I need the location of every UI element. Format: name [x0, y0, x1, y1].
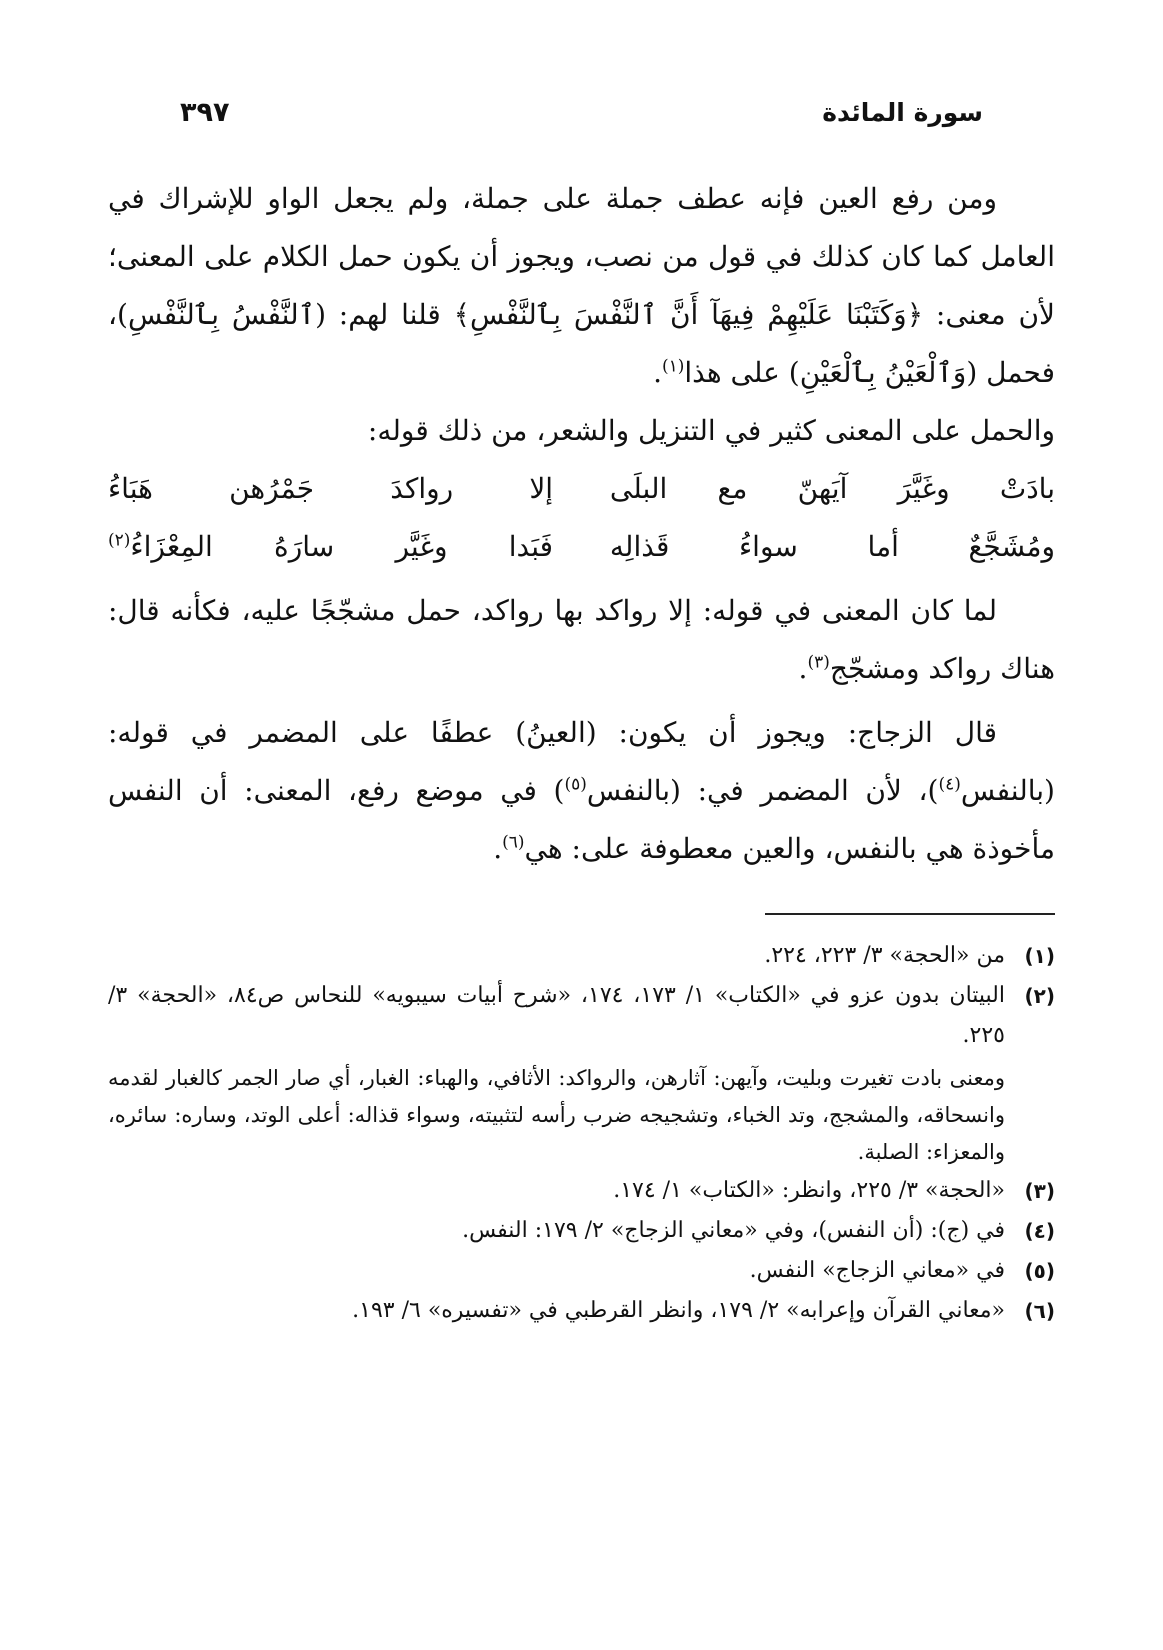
text-line: حمل الكلام على المعنى؛ لأن معنى: ﴿وَكَتَبْنَا عَلَيْهِمْ فِيهَآ أَنَّ ٱلنَّفْسَ	[108, 240, 1056, 331]
verse-line-1	[108, 460, 1055, 518]
footnote-text: في «معاني الزجاج» النفس.	[749, 1258, 1005, 1283]
text-segment: )، لأن المضمر في: (بالنفس	[586, 774, 939, 807]
footnote-2	[108, 976, 1055, 1056]
footnote-number: (٥)	[1024, 1259, 1055, 1283]
paragraph-2	[108, 402, 1055, 460]
footnote-text: «معاني القرآن وإعرابه» ٢/ ١٧٩، وانظر القرطبي في «تفسيره» ٦/ ١٩٣.	[352, 1298, 1005, 1323]
verse-line-2	[108, 518, 1055, 576]
main-text	[108, 170, 1055, 878]
running-title: سورة المائدة	[822, 97, 983, 127]
paragraph-4	[108, 704, 1055, 878]
footnote-2-explanation: ومعنى بادت تغيرت وبليت، وآيهن: آثارهن، والرواكد: الأثافي، والهباء: الغبار، أي صار الجمر كالغبار لقدمه وانسحاقه، والمشجج، وتد الخباء، وتشجيجه ضرب رأسه لتثبيته، وسواء قذاله: أعلى الوتد، وساره: سائره، والمعزاء: الصلبة.	[108, 1066, 1005, 1164]
paragraph-1	[108, 170, 1055, 402]
footnote-6	[108, 1291, 1055, 1331]
footnote-text: «الحجة» ٣/ ٢٢٥، وانظر: «الكتاب» ١/ ١٧٤.	[613, 1178, 1005, 1203]
verse-text: فَبَدا وغَيَّر سارَهُ المِعْزَاءُ	[130, 530, 554, 563]
text-end: .	[798, 652, 808, 685]
text-end: .	[653, 356, 662, 389]
footnote-number: (٣)	[1024, 1179, 1055, 1203]
text-line: المعنى: أن النفس مأخوذة هي بالنفس، والعين معطوفة على: هي	[108, 774, 1055, 865]
footnote-3	[108, 1171, 1055, 1211]
text-line: قال الزجاج: ويجوز أن يكون: (العينُ) عطفًا على المضمر في	[190, 716, 997, 749]
footnote-text: من «الحجة» ٣/ ٢٢٣، ٢٢٤.	[764, 943, 1005, 968]
footnote-divider	[765, 913, 1055, 915]
text-line: فكأنه قال: هناك رواكد ومشجّج	[108, 594, 1055, 685]
verse-hemistich-with-note	[108, 518, 553, 576]
footnote-ref: (٥)	[564, 774, 587, 795]
text-line: ومن رفع العين فإنه عطف جملة على جملة، ولم يجعل الواو	[267, 182, 997, 215]
footnote-5	[108, 1251, 1055, 1291]
footnotes	[108, 936, 1055, 1331]
footnote-ref: (٦)	[502, 832, 525, 853]
footnote-ref: (٣)	[807, 652, 830, 673]
text-line: والحمل على المعنى كثير في التنزيل والشعر، من ذلك قوله:	[367, 414, 1055, 447]
footnote-number: (٢)	[1024, 984, 1055, 1008]
footnote-text: في (ج): (أن النفس)، وفي «معاني الزجاج» ٢/ ١٧٩: النفس.	[462, 1218, 1005, 1243]
page-header	[180, 92, 983, 132]
page-number: ٣٩٧	[180, 96, 230, 128]
verse-hemistich: إلا رواكدَ جَمْرُهن هَبَاءُ	[108, 472, 554, 505]
text-line: بِٱلنَّفْسِ﴾ قلنا لهم: (ٱلنَّفْسُ بِٱلنَّفْسِ)، فحمل (وَٱلْعَيْنُ بِٱلْعَيْنِ) على هذا	[108, 298, 1055, 389]
paragraph-3	[108, 582, 1055, 698]
footnote-ref: (٤)	[938, 774, 961, 795]
text-segment: قوله: (بالنفس	[108, 716, 1055, 807]
footnote-4	[108, 1211, 1055, 1251]
footnote-number: (١)	[1024, 944, 1055, 968]
verse-hemistich: بادَتْ وغَيَّرَ آيَهنّ مع البلَى	[609, 472, 1055, 505]
footnote-number: (٦)	[1024, 1299, 1055, 1323]
footnote-text: البيتان بدون عزو في «الكتاب» ١/ ١٧٣، ١٧٤، «شرح أبيات سيبويه» للنحاس ص٨٤، «الحجة» ٣/ ٢٢٥.	[108, 983, 1005, 1048]
text-line: لما كان المعنى في قوله: إلا رواكد بها رواكد، حمل مشجّجًا عليه،	[241, 594, 998, 627]
footnote-1	[108, 936, 1055, 976]
footnote-ref: (١)	[661, 356, 685, 377]
text-line: للإشراك في العامل كما كان كذلك في قول من نصب، ويجوز أن يكون	[108, 182, 1055, 273]
text-segment: ) في موضع رفع،	[348, 774, 565, 807]
footnote-ref: (٢)	[108, 530, 131, 551]
text-end: .	[493, 832, 503, 865]
footnote-number: (٤)	[1024, 1219, 1055, 1243]
verse-hemistich: ومُشَجَّعٌ أما سواءُ قَذالِه	[609, 530, 1055, 563]
